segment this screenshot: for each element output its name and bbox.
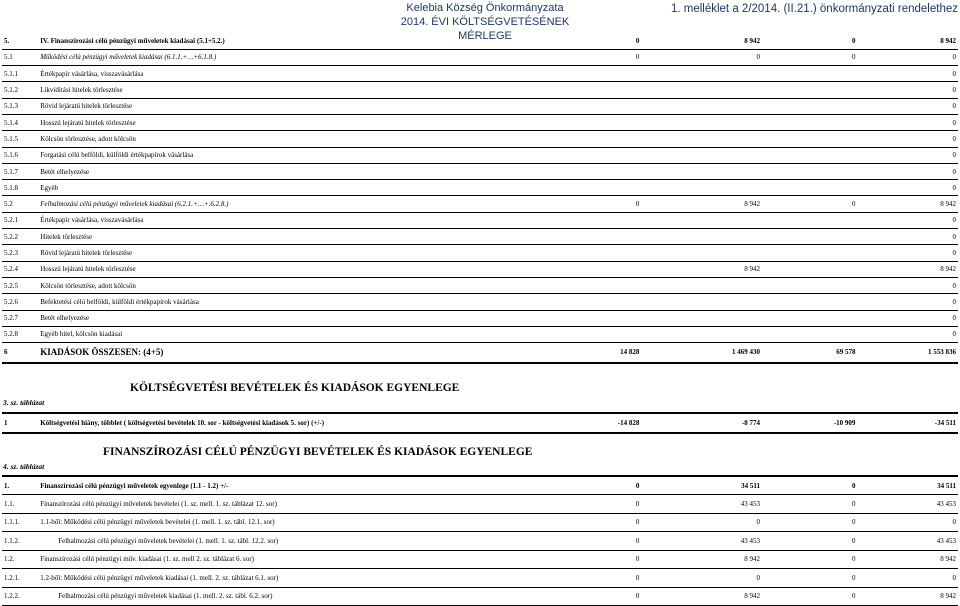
financing-table xyxy=(2,475,958,606)
table3-title: KÖLTSÉGVETÉSI BEVÉTELEK ÉS KIADÁSOK EGYENLEGE xyxy=(130,382,460,394)
row-v4: 0 xyxy=(857,212,958,228)
row-v4: 43 453 xyxy=(857,495,958,514)
table-row xyxy=(2,277,958,293)
row-code: 1 xyxy=(2,413,38,433)
row-code: 5.2.3 xyxy=(2,245,38,261)
row-v2 xyxy=(641,163,762,179)
row-v2 xyxy=(641,82,762,98)
row-v2 xyxy=(641,98,762,114)
row-v4: 43 453 xyxy=(857,532,958,551)
row-v3: 0 xyxy=(762,196,857,212)
row-v4: 0 xyxy=(857,229,958,245)
table-row xyxy=(2,82,958,98)
table-row xyxy=(2,229,958,245)
row-code: 1.1.1. xyxy=(2,513,38,532)
row-v1 xyxy=(581,114,641,130)
row-v4: 8 942 xyxy=(857,550,958,569)
row-v2: -8 774 xyxy=(641,413,762,433)
row-v4: 8 942 xyxy=(857,196,958,212)
row-desc: IV. Finanszírozási célú pénzügyi műveletek kiadásai (5.1+5.2.) xyxy=(38,33,581,49)
row-code: 5.2 xyxy=(2,196,38,212)
row-desc: Értékpapír vásárlása, visszavásárlása xyxy=(38,66,581,82)
total-label xyxy=(38,343,581,363)
row-v2 xyxy=(641,277,762,293)
org-name: Kelebia Község Önkormányzata xyxy=(406,2,564,14)
row-v1: 0 xyxy=(581,569,641,588)
row-desc: Betét elhelyezése xyxy=(38,163,581,179)
row-v2 xyxy=(641,310,762,326)
table-row xyxy=(2,245,958,261)
table-row xyxy=(2,569,958,588)
row-code: 1.2. xyxy=(2,550,38,569)
row-v2: 8 942 xyxy=(641,550,762,569)
row-v4: 0 xyxy=(857,245,958,261)
row-v1: 0 xyxy=(581,587,641,606)
table-row xyxy=(2,163,958,179)
row-v3 xyxy=(762,229,857,245)
table-row xyxy=(2,147,958,163)
row-v3 xyxy=(762,114,857,130)
row-desc: Kölcsön törlesztése, adott kölcsön xyxy=(38,131,581,147)
table-row xyxy=(2,131,958,147)
row-code: 5.2.5 xyxy=(2,277,38,293)
table-row xyxy=(2,294,958,310)
row-v3 xyxy=(762,277,857,293)
total-code: 6 xyxy=(2,343,38,363)
row-code: 1.1.2. xyxy=(2,532,38,551)
row-v3 xyxy=(762,326,857,342)
table-row xyxy=(2,310,958,326)
table-row xyxy=(2,326,958,342)
row-v1: 0 xyxy=(581,196,641,212)
row-v4: 0 xyxy=(857,49,958,65)
row-code: 5.2.8 xyxy=(2,326,38,342)
row-v4: -34 511 xyxy=(857,413,958,433)
row-v1: 0 xyxy=(581,33,641,49)
row-v4: 0 xyxy=(857,98,958,114)
row-v4: 0 xyxy=(857,82,958,98)
table-row xyxy=(2,180,958,196)
expenditure-table xyxy=(2,33,958,364)
row-v2: 0 xyxy=(641,49,762,65)
row-v2: 43 453 xyxy=(641,532,762,551)
row-code: 1. xyxy=(2,476,38,495)
row-code: 5.2.2 xyxy=(2,229,38,245)
doc-subtitle: 2014. ÉVI KÖLTSÉGVETÉSÉNEK MÉRLEGE xyxy=(400,16,570,42)
table-row xyxy=(2,532,958,551)
row-v3 xyxy=(762,310,857,326)
row-v3 xyxy=(762,261,857,277)
total-v1: 14 828 xyxy=(581,343,641,363)
row-v1 xyxy=(581,66,641,82)
row-v3 xyxy=(762,294,857,310)
row-desc: Hitelek törlesztése xyxy=(38,229,581,245)
row-code: 5.1.2 xyxy=(2,82,38,98)
total-v2: 1 469 430 xyxy=(641,343,762,363)
table-row xyxy=(2,587,958,606)
row-v2: 8 942 xyxy=(641,33,762,49)
row-v2: 0 xyxy=(641,513,762,532)
row-v3: 0 xyxy=(762,49,857,65)
row-code: 5.2.6 xyxy=(2,294,38,310)
row-desc: Rövid lejáratú hitelek törlesztése xyxy=(38,245,581,261)
table-row xyxy=(2,49,958,65)
row-desc: Befektetési célú belföldi, külföldi értékpapírok vásárlása xyxy=(38,294,581,310)
row-v4: 34 511 xyxy=(857,476,958,495)
row-v4: 0 xyxy=(857,163,958,179)
row-v2 xyxy=(641,229,762,245)
table-row xyxy=(2,212,958,228)
row-code: 1.2.2. xyxy=(2,587,38,606)
row-v3 xyxy=(762,66,857,82)
row-code: 5.1 xyxy=(2,49,38,65)
row-desc: 1.1-ből: Működési célú pénzügyi műveletek bevételei (1. mell. 1. sz. tábl. 12.1. sor) xyxy=(38,513,581,532)
row-v4: 0 xyxy=(857,569,958,588)
row-code: 5. xyxy=(2,33,38,49)
balance-table xyxy=(2,412,958,434)
row-v3: 0 xyxy=(762,569,857,588)
row-v1: 0 xyxy=(581,476,641,495)
row-code: 5.1.6 xyxy=(2,147,38,163)
row-v2 xyxy=(641,180,762,196)
row-code: 5.1.1 xyxy=(2,66,38,82)
row-v4: 8 942 xyxy=(857,261,958,277)
row-v1 xyxy=(581,82,641,98)
row-desc: Rövid lejáratú hitelek törlesztése xyxy=(38,98,581,114)
row-desc: Finanszírozási célú pénzügyi műveletek egyenlege (1.1 - 1.2) +/- xyxy=(38,476,581,495)
row-v1 xyxy=(581,147,641,163)
table-row xyxy=(2,98,958,114)
row-desc: Költségvetési hiány, többlet ( költségvetési bevételek 10. sor - költségvetési kiadások 5. sor) (+/-) xyxy=(38,413,581,433)
row-code: 5.1.4 xyxy=(2,114,38,130)
row-desc: Felhalmozási célú pénzügyi műveletek kiadásai (1. mell. 2. sz. tábl. 6.2. sor) xyxy=(38,587,581,606)
row-desc: Felhalmozási célú pénzügyi műveletek bevételei (1. mell. 1. sz. tábl. 12.2. sor) xyxy=(38,532,581,551)
total-label-main: KIADÁSOK ÖSSZESEN: xyxy=(40,347,141,358)
table4-title: FINANSZÍROZÁSI CÉLÚ PÉNZÜGYI BEVÉTELEK ÉS KIADÁSOK EGYENLEGE xyxy=(103,446,533,458)
row-v1: 0 xyxy=(581,49,641,65)
row-v4: 8 942 xyxy=(857,587,958,606)
row-v2: 34 511 xyxy=(641,476,762,495)
row-v1 xyxy=(581,261,641,277)
row-v2 xyxy=(641,131,762,147)
row-v3: 0 xyxy=(762,476,857,495)
row-v3 xyxy=(762,131,857,147)
row-v3 xyxy=(762,180,857,196)
row-v4: 0 xyxy=(857,326,958,342)
row-code: 5.1.8 xyxy=(2,180,38,196)
row-v1 xyxy=(581,180,641,196)
row-desc: Működési célú pénzügyi műveletek kiadásai (6.1.1.+…+6.1.8.) xyxy=(38,49,581,65)
row-desc: Értékpapír vásárlása, visszavásárlása xyxy=(38,212,581,228)
row-v2 xyxy=(641,245,762,261)
row-desc: Forgatási célú belföldi, külföldi értékpapírok vásárlása xyxy=(38,147,581,163)
row-desc: 1.2-ből: Működési célú pénzügyi műveletek kiadásai (1. mell. 2. sz. táblázat 6.1. sor) xyxy=(38,569,581,588)
row-v3 xyxy=(762,212,857,228)
table-row xyxy=(2,550,958,569)
row-desc: Egyéb xyxy=(38,180,581,196)
row-v2: 0 xyxy=(641,569,762,588)
row-v1 xyxy=(581,310,641,326)
row-v4: 0 xyxy=(857,147,958,163)
row-v3: 0 xyxy=(762,550,857,569)
table3-label: 3. sz. táblázat xyxy=(3,398,45,407)
annex-reference: 1. melléklet a 2/2014. (II.21.) önkormányzati rendelethez xyxy=(670,3,958,15)
table-row xyxy=(2,33,958,49)
row-v1 xyxy=(581,229,641,245)
row-code: 5.1.7 xyxy=(2,163,38,179)
row-v1 xyxy=(581,98,641,114)
row-v4: 0 xyxy=(857,180,958,196)
row-v1: 0 xyxy=(581,550,641,569)
row-v1: 0 xyxy=(581,495,641,514)
row-desc: Finanszírozási célú pénzügyi műveletek bevételei (1. sz. mell. 1. sz. táblázat 12. sor) xyxy=(38,495,581,514)
total-v3: 69 578 xyxy=(762,343,857,363)
row-v1 xyxy=(581,294,641,310)
table-row xyxy=(2,114,958,130)
row-v2 xyxy=(641,114,762,130)
row-desc: Egyéb hitel, kölcsön kiadásai xyxy=(38,326,581,342)
row-code: 1.2.1. xyxy=(2,569,38,588)
row-v1 xyxy=(581,163,641,179)
row-v2: 8 942 xyxy=(641,261,762,277)
row-v2 xyxy=(641,326,762,342)
row-v3: 0 xyxy=(762,495,857,514)
table-row xyxy=(2,66,958,82)
row-v3 xyxy=(762,98,857,114)
total-v4: 1 553 836 xyxy=(857,343,958,363)
row-v1 xyxy=(581,212,641,228)
row-v3: 0 xyxy=(762,33,857,49)
row-desc: Felhalmozási célú pénzügyi műveletek kiadásai (6.2.1.+…+.6.2.8.) xyxy=(38,196,581,212)
row-desc: Kölcsön törlesztése, adott kölcsön xyxy=(38,277,581,293)
row-v3 xyxy=(762,147,857,163)
row-v4: 0 xyxy=(857,277,958,293)
row-v2 xyxy=(641,66,762,82)
row-code: 1.1. xyxy=(2,495,38,514)
row-code: 5.1.3 xyxy=(2,98,38,114)
row-v4: 8 942 xyxy=(857,33,958,49)
total-row xyxy=(2,343,958,363)
row-code: 5.2.1 xyxy=(2,212,38,228)
row-v4: 0 xyxy=(857,294,958,310)
row-desc: Finanszírozási célú pénzügyi műv. kiadásai (1. sz. mell 2. sz. táblázat 6. sor) xyxy=(38,550,581,569)
row-v1 xyxy=(581,245,641,261)
row-v4: 0 xyxy=(857,114,958,130)
row-v4: 0 xyxy=(857,131,958,147)
row-v3 xyxy=(762,245,857,261)
row-v1 xyxy=(581,131,641,147)
total-label-note: (4+5) xyxy=(140,347,164,358)
row-v2 xyxy=(641,294,762,310)
row-v2 xyxy=(641,147,762,163)
table-row xyxy=(2,495,958,514)
row-code: 5.1.5 xyxy=(2,131,38,147)
table-row xyxy=(2,413,958,433)
row-v3: 0 xyxy=(762,587,857,606)
table-row xyxy=(2,196,958,212)
table-row xyxy=(2,476,958,495)
row-v1 xyxy=(581,326,641,342)
row-desc: Hosszú lejáratú hitelek törlesztése xyxy=(38,261,581,277)
row-v3 xyxy=(762,82,857,98)
row-code: 5.2.7 xyxy=(2,310,38,326)
row-desc: Likviditási hitelek törlesztése xyxy=(38,82,581,98)
row-code: 5.2.4 xyxy=(2,261,38,277)
row-desc: Betét elhelyezése xyxy=(38,310,581,326)
row-v3: 0 xyxy=(762,513,857,532)
row-v3: 0 xyxy=(762,532,857,551)
row-v4: 0 xyxy=(857,513,958,532)
row-v2: 43 453 xyxy=(641,495,762,514)
row-v2: 8 942 xyxy=(641,196,762,212)
row-v1: -14 828 xyxy=(581,413,641,433)
row-desc: Hosszú lejáratú hitelek törlesztése xyxy=(38,114,581,130)
row-v2 xyxy=(641,212,762,228)
row-v3: -10 909 xyxy=(762,413,857,433)
row-v4: 0 xyxy=(857,66,958,82)
row-v1: 0 xyxy=(581,513,641,532)
row-v2: 8 942 xyxy=(641,587,762,606)
table4-label: 4. sz. táblázat xyxy=(3,462,45,471)
row-v1 xyxy=(581,277,641,293)
table-row xyxy=(2,261,958,277)
row-v3 xyxy=(762,163,857,179)
row-v4: 0 xyxy=(857,310,958,326)
row-v1: 0 xyxy=(581,532,641,551)
table-row xyxy=(2,513,958,532)
